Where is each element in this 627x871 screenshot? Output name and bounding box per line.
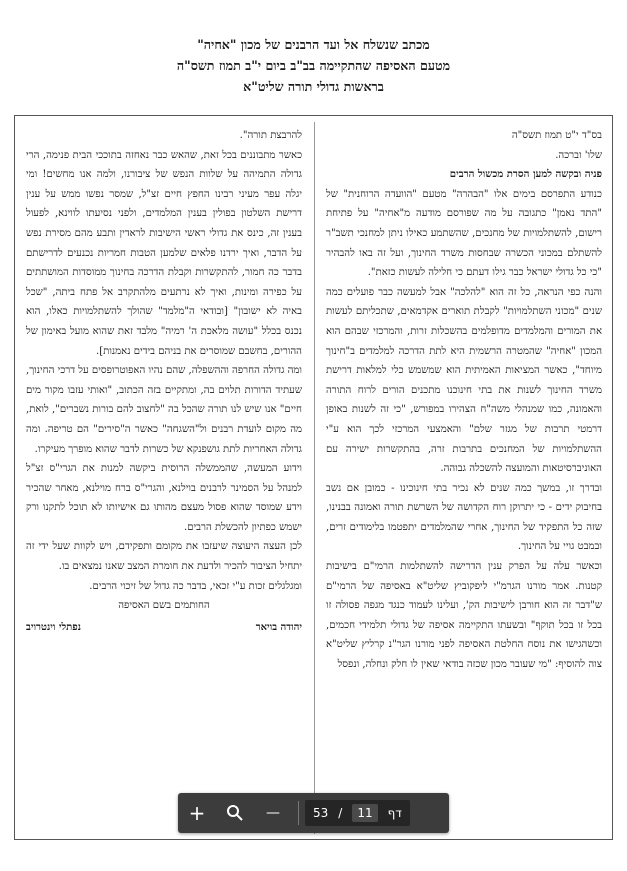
zoom-in-button[interactable] <box>178 793 216 833</box>
page-label: דף <box>387 806 402 820</box>
title-line-3: בראשות גדולי תורה שליט"א <box>243 79 384 94</box>
paragraph: וידוע המעשה, שהממשלה הרוסית ביקשה למנות את הגרי"ס זצ"ל למנהל על הסמינר לרבנים בוילנא, והגרי"ס ברח מוילנא, מאחר שהכיר וידע שמוסד שהוא פסול מעצם מהותו גם אישיותו לא תוכל לתקנו ורק ישמש כפתיון להכשלת הרבים. <box>26 463 302 533</box>
letter-title <box>0 34 627 97</box>
plus-icon: + <box>188 801 206 825</box>
minus-icon: — <box>266 805 280 821</box>
pdf-viewer-toolbar <box>178 793 449 833</box>
paragraph: ומגלגלים זכות ע"י זכאי, בדבר כה גדול של זיכוי הרבים. <box>89 580 302 592</box>
zoom-out-button[interactable] <box>254 793 292 833</box>
paragraph: ובדרך זו, במשך כמה שנים לא נכיר בתי חינוכינו - כמובן אם נשב בחיבוק ידים - כי יתרוקן רוח הקדושה של השרשת תורה ואמונה בבנינו, שזה כל התפקיד של החינוך, אחרי שהמלמדים יתפטמו בלימודים זרים, ובמבט גויי על החינוך. <box>326 482 602 553</box>
paragraph: והנה כפי הנראה, כל זה הוא "להלכה" אבל למעשה כבר פועלים כמה שנים "מכוני השתלמויות" לקבלת תוארים אקדמאים, שתכליתם לעשות את המורים והמלמדים מדופלמים בהשכלות זרות, והמרכזי שבהם הוא המכון "אחיה" שהמטרה הרשמית היא לתת הדרכה למלמדים ב"חינוך מיוחד", כאשר המציאות האמיתית הוא שמשמש כלי למלאות דרישת משרד החינוך לשנות את בתי חינוכנו מתכנים הורים לרוח התורה והאמונה, כמו שמנהלי משה"ח הצהירו במפורש, "כי זה לשנות באופן דרמטי תרבות של מגזר שלם" והאמצעי המרכזי לכך הוא ע"י ההשתלמויות של המחנכים בתרבות זרה, בהתקשרות ישירה עם האוניברסיטאות והמועצה להשכלה גבוהה. <box>326 286 602 475</box>
search-button[interactable] <box>216 793 254 833</box>
magnifier-icon <box>226 804 244 822</box>
paragraph: להרבצת תורה". <box>239 130 302 141</box>
paragraph: פניה ובקשה למען הסרת מכשול הרבים <box>449 169 602 181</box>
paragraph: לכן העצה היעוצה שיעזבו את מקומם ותפקידם, ויש לקוות שעל ידי זה יתחיל הציבור להכיר ולדעת את חומרת המצב שאנו נמצאים בו. <box>26 541 302 573</box>
paragraph: וכאשר עלה על הפרק ענין הדרישה להשתלמות הרמי"ם בישיבות קטנות. אמר מורנו הגרמ"י ליפקוביץ שליט"א באסיפה של הרמי"ם ש"דבר זה הוא חורבן לישיבות הק', ועלינו לעמוד כנגד מגפה פסולה זו בכל זו בכל תוקף" ובשעתו התקיימה אסיפה של גדולי תלמידי חכמים, וכשהגישו את נוסח החלטת האסיפה לפני מורנו הגר"נ קרליץ שליט"א צוה להוסיף: "מי שעובר מכון שכזה בודאי שאין לו חלק ונחלה, ונפסל <box>326 561 602 671</box>
signer-left: נפתלי וינטרויב <box>26 621 81 633</box>
left-column <box>26 126 302 637</box>
paragraph: ומה גדולה החרפה וההשפלה, שהם נהיו האפוטרופסים על דרכי החינוך, שעתיד הדורות תלוים בה, ומתקיים בזה הכתוב, "ואותי עזבו מקור מים חיים" אנו שיש לנו תורה שהכל בה "לחצוב להם בורות נשברים", לואת, מה מקום לועדת רבנים ול"השגחה" כאשר ה"סירים" הם טריפה. ומה גדולה האחריות לתת גושפנקא של כשרות לדבר שהוא מופרך מעיקרו. <box>26 365 302 455</box>
paragraph: כנודע התפרסם בימים אלו "הבהרה" מטעם "הוועדה הרוחנית" של "התד נאמן" כתגובה על מה שפורסם מודעה מ"אחיה" על פתיחת רישום, להשתלמויות של מחנכים, שהשתמע כאילו ניתן למחנכי תשב"ר להשתלם במכוני הכשרה שבחסות משרד החינוך, ועל זה באו להבהיר "כי כל גדולי ישראל כבר גילו דעתם כי חלילה לעשות כזאת". <box>326 188 602 279</box>
paragraph: שלו' וברכה. <box>555 149 602 161</box>
signature-header: החותמים בשם האסיפה <box>118 600 210 612</box>
page-separator: / <box>338 806 343 820</box>
title-line-1: מכתב שנשלח אל ועד הרבנים של מכון "אחיה" <box>197 37 430 52</box>
toolbar-separator <box>298 801 299 825</box>
signature-block <box>26 596 302 637</box>
page-total: 53 <box>313 806 329 820</box>
page-indicator[interactable] <box>305 800 410 826</box>
paragraph: כאשר מתבוננים בכל זאת, שהאש כבר נאחזה בתוככי הבית פנימה, הרי גדולה התמיהה על שלוות הנפש של ציבורנו, ולמה אנו מחשים! ומי יגלה עפר מעיני רבינו החפץ חיים זצ"ל, שמסר נפשו ממש על ענין דרישת השלטון בפולין בענין המלמדים, ולפני נסיעתו לווינא, לפעול בענין זה, כינס את גדולי ראשי הישיבות לראדין ותבע מהם מסירת נפש על הדבר, ואיך ירדנו פלאים שלמען הטבות חמריות נכנעים לדרישתם בדבר כה חמור, להתקשרות וקבלת הדרכה בחינוך ממוסדות המושתתים על כפירה ומינות, ואיך לא נרתעים מלהתקרב אל פתח ביתה, "שכל באיה לא ישובון" [ובודאי ה"מלמד" שהולך להשתלמויות כאלו, הוא נכנס בכלל "עושה מלאכת ה' רמיה" מלבד זאת שהוא מועל באימון של ההורים, בחשבם שמוסרים את בניהם בידים נאמנות]. <box>26 149 302 357</box>
paragraph: בס"ד י"ט תמוז תשס"ה <box>511 130 602 141</box>
column-divider <box>314 122 315 834</box>
signer-right: יהודה בויאר <box>255 621 302 633</box>
title-line-2: מטעם האסיפה שהתקיימה בב"ב ביום י"ב תמוז תשס"ה <box>176 58 451 73</box>
right-column <box>326 126 602 675</box>
page-current-input[interactable]: 11 <box>352 804 377 822</box>
